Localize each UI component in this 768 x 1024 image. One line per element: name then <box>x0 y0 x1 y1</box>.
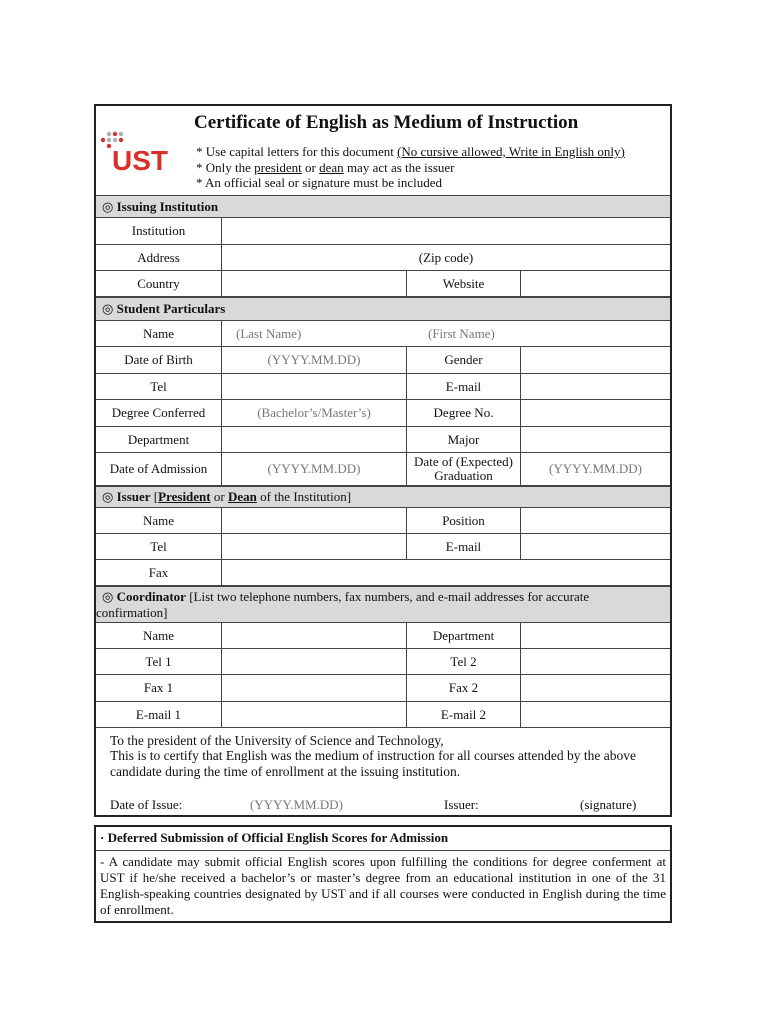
admission-label: Date of Admission <box>109 461 208 476</box>
issuer-name-label: Name <box>142 512 175 528</box>
issuer-fax-field[interactable] <box>221 560 670 585</box>
row-degree <box>96 400 670 427</box>
coordinator-email2-label: E-mail 2 <box>406 702 520 727</box>
first-name-field[interactable]: (First Name) <box>428 325 495 341</box>
row-admission <box>96 453 670 486</box>
coordinator-department-field[interactable] <box>520 623 670 648</box>
section-coordinator: ◎ Coordinator [List two telephone numbers, fax numbers, and e-mail addresses for accurate confirmation] <box>96 586 670 623</box>
coordinator-fax1-label: Fax 1 <box>143 680 174 695</box>
issuer-tel-label: Tel <box>150 538 167 554</box>
zip-code-label: (Zip code) <box>418 249 474 265</box>
graduation-label: Date of (Expected) Graduation <box>406 453 520 485</box>
degree-conferred-field[interactable]: (Bachelor’s/Master’s) <box>221 400 406 426</box>
issuer-signature-label: Issuer: <box>444 797 479 812</box>
major-field[interactable] <box>520 427 670 452</box>
issuer-email-label: E-mail <box>406 534 520 559</box>
form-title: Certificate of English as Medium of Instruction <box>194 112 579 133</box>
logo-text: UST <box>112 145 168 175</box>
row-institution <box>96 218 670 245</box>
row-department <box>96 427 670 453</box>
row-issuer-name <box>96 508 670 534</box>
last-name-field[interactable]: (Last Name) <box>221 321 406 346</box>
address-label: Address <box>137 249 180 265</box>
first-name-field-extent[interactable] <box>520 321 670 346</box>
section-student-particulars: ◎ Student Particulars <box>96 297 670 321</box>
department-field[interactable] <box>221 427 406 452</box>
student-tel-label: Tel <box>150 378 167 394</box>
coordinator-fax1-field[interactable] <box>221 675 406 701</box>
instruction-1: * Use capital letters for this document (No cursive allowed, Write in English only) <box>196 144 625 159</box>
student-email-field[interactable] <box>520 374 670 399</box>
coordinator-email1-field[interactable] <box>221 702 406 727</box>
certification-line-2: This is to certify that English was the medium of instruction for all courses attended by the above <box>110 748 636 763</box>
degree-no-field[interactable] <box>520 400 670 426</box>
instruction-3: * An official seal or signature must be included <box>196 175 442 190</box>
coordinator-tel2-field[interactable] <box>520 649 670 674</box>
coordinator-tel2-label: Tel 2 <box>406 649 520 674</box>
website-field[interactable] <box>520 271 670 296</box>
dob-label: Date of Birth <box>124 352 193 367</box>
note-divider <box>96 850 670 851</box>
institution-label: Institution <box>131 223 186 238</box>
issuer-position-label: Position <box>406 508 520 533</box>
degree-no-label: Degree No. <box>406 400 520 426</box>
note-title: · Deferred Submission of Official English Scores for Admission <box>100 830 449 845</box>
row-coordinator-tel <box>96 649 670 675</box>
coordinator-name-label: Name <box>142 627 175 643</box>
gender-label: Gender <box>406 347 520 373</box>
deferred-submission-note <box>94 825 672 923</box>
row-coordinator-name <box>96 623 670 649</box>
row-issuer-fax <box>96 560 670 586</box>
row-address <box>96 245 670 271</box>
row-student-tel <box>96 374 670 400</box>
institution-field[interactable] <box>221 218 670 244</box>
form-header <box>96 106 670 196</box>
gender-field[interactable] <box>520 347 670 373</box>
student-name-label: Name <box>142 325 175 341</box>
ust-logo <box>98 129 188 175</box>
coordinator-department-label: Department <box>406 623 520 648</box>
country-label: Country <box>137 275 180 291</box>
coordinator-name-field[interactable] <box>221 623 406 648</box>
certificate-form <box>94 104 672 817</box>
issuer-fax-label: Fax <box>148 564 169 580</box>
student-tel-field[interactable] <box>221 374 406 399</box>
section-issuer: ◎ Issuer [President or Dean of the Institution] <box>96 486 670 508</box>
row-student-name <box>96 321 670 347</box>
issuer-email-field[interactable] <box>520 534 670 559</box>
coordinator-fax2-label: Fax 2 <box>406 675 520 701</box>
section-issuing-institution: ◎ Issuing Institution <box>96 195 670 218</box>
student-email-label: E-mail <box>406 374 520 399</box>
coordinator-email1-label: E-mail 1 <box>135 706 182 722</box>
website-label: Website <box>406 271 520 296</box>
date-of-issue-field[interactable]: (YYYY.MM.DD) <box>250 797 343 812</box>
graduation-field[interactable]: (YYYY.MM.DD) <box>520 453 670 485</box>
row-issuer-tel <box>96 534 670 560</box>
issuer-tel-field[interactable] <box>221 534 406 559</box>
certification-line-3: candidate during the time of enrollment at the issuing institution. <box>110 764 461 779</box>
major-label: Major <box>406 427 520 452</box>
coordinator-email2-field[interactable] <box>520 702 670 727</box>
country-field[interactable] <box>221 271 406 296</box>
signature-field[interactable]: (signature) <box>580 797 637 812</box>
instruction-2: * Only the president or dean may act as the issuer <box>196 160 455 175</box>
issuer-position-field[interactable] <box>520 508 670 533</box>
coordinator-fax2-field[interactable] <box>520 675 670 701</box>
coordinator-tel1-label: Tel 1 <box>145 653 172 669</box>
date-of-issue-label: Date of Issue: <box>110 797 183 812</box>
dob-field[interactable]: (YYYY.MM.DD) <box>221 347 406 373</box>
row-country <box>96 271 670 297</box>
degree-conferred-label: Degree Conferred <box>111 405 206 420</box>
address-field[interactable] <box>221 245 670 270</box>
row-coordinator-email <box>96 702 670 728</box>
certification-line-1: To the president of the University of Science and Technology, <box>110 733 444 748</box>
coordinator-tel1-field[interactable] <box>221 649 406 674</box>
note-body: - A candidate may submit official English scores upon fulfilling the conditions for degree conferment at UST if he/she received a bachelor’s or master’s degree from an educational institution in one of the 31 English-speaking countries designated by UST and if all courses were conducted in English during the time of enrollment. <box>100 854 666 917</box>
department-label: Department <box>127 431 190 447</box>
row-coordinator-fax <box>96 675 670 702</box>
issuer-name-field[interactable] <box>221 508 406 533</box>
row-date-of-birth <box>96 347 670 374</box>
admission-field[interactable]: (YYYY.MM.DD) <box>221 453 406 485</box>
